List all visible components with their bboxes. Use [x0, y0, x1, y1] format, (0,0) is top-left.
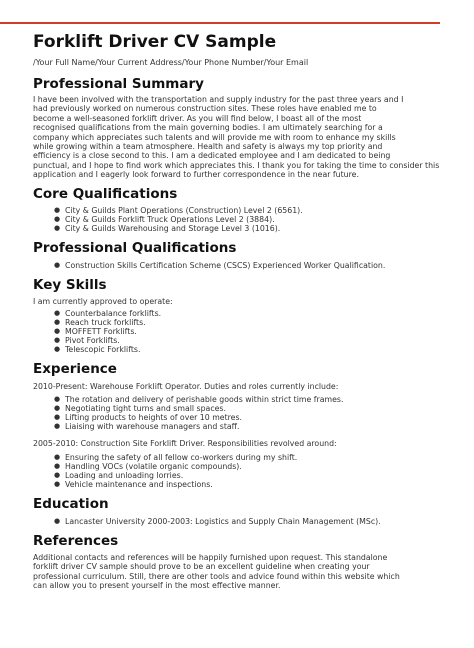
bullet-icon: ● — [54, 479, 61, 488]
list-item-text: Lifting products to heights of over 10 metres. — [65, 413, 243, 423]
header-rule — [0, 22, 440, 24]
bullet-icon: ● — [54, 336, 61, 345]
list-item — [33, 318, 443, 327]
list-item-text: City & Guilds Warehousing and Storage Level 3 (1016). — [65, 223, 281, 233]
list-item — [33, 206, 443, 215]
bullet-icon: ● — [54, 395, 61, 404]
references-line: forklift driver CV sample should prove to be an excellent guideline when creating your — [33, 562, 370, 572]
list-item-text: Negotiating tight turns and small spaces. — [65, 404, 226, 414]
list-item-text: Pivot Forklifts. — [65, 336, 120, 346]
job-title: 2010-Present: Warehouse Forklift Operator. Duties and roles currently include: — [33, 382, 339, 392]
core-list — [33, 206, 443, 233]
skills-intro: I am currently approved to operate: — [33, 296, 173, 306]
references-line: professional curriculum. Still, there are other tools and advice found within this website which — [33, 571, 400, 581]
bullet-icon: ● — [54, 205, 61, 214]
summary-line: had previously worked on numerous construction sites. These roles have enabled me to — [33, 104, 377, 114]
summary-line: company which appreciates such talents and will provide me with room to enhance my skills — [33, 132, 396, 142]
list-item — [33, 395, 443, 404]
list-item — [33, 413, 443, 422]
bullet-icon: ● — [54, 461, 61, 470]
list-item-text: City & Guilds Plant Operations (Construction) Level 2 (6561). — [65, 205, 303, 215]
cv-content — [33, 32, 443, 591]
summary-heading: Professional Summary — [33, 76, 204, 92]
list-item-text: Ensuring the safety of all fellow co-workers during my shift. — [65, 452, 298, 462]
summary-line: while growing within a team atmosphere. Health and safety is always my top priority and — [33, 142, 383, 152]
references-line: can allow you to present yourself in the most effective manner. — [33, 581, 281, 591]
list-item-text: Counterbalance forklifts. — [65, 309, 162, 319]
list-item — [33, 215, 443, 224]
summary-line: efficiency is a close second to this. I am a dedicated employee and I am dedicated to being — [33, 151, 391, 161]
summary-line: become a well-seasoned forklift driver. As you will find below, I boast all of the most — [33, 113, 362, 123]
list-item — [33, 480, 443, 489]
experience-heading: Experience — [33, 361, 117, 378]
bullet-icon: ● — [54, 452, 61, 461]
bullet-icon: ● — [54, 223, 61, 232]
education-list — [33, 517, 443, 526]
list-item — [33, 309, 443, 318]
summary-body — [33, 95, 443, 180]
bullet-icon: ● — [54, 214, 61, 223]
list-item-text: City & Guilds Forklift Truck Operations Level 2 (3884). — [65, 214, 275, 224]
list-item-text: Vehicle maintenance and inspections. — [65, 479, 213, 489]
list-item — [33, 327, 443, 336]
bullet-icon: ● — [54, 516, 61, 525]
contact-line: /Your Full Name/Your Current Address/Your Phone Number/Your Email — [33, 58, 309, 67]
list-item — [33, 471, 443, 480]
list-item-text: Lancaster University 2000-2003: Logistics and Supply Chain Management (MSc). — [65, 516, 381, 526]
list-item — [33, 336, 443, 345]
list-item — [33, 517, 443, 526]
list-item — [33, 453, 443, 462]
list-item-text: Telescopic Forklifts. — [65, 345, 141, 355]
skills-heading: Key Skills — [33, 276, 107, 293]
bullet-icon: ● — [54, 260, 61, 269]
bullet-icon: ● — [54, 413, 61, 422]
bullet-icon: ● — [54, 470, 61, 479]
list-item — [33, 404, 443, 413]
summary-line: I have been involved with the transportation and supply industry for the past three years and I — [33, 95, 404, 104]
references-body — [33, 553, 443, 591]
professional-list — [33, 261, 443, 270]
list-item-text: Handling VOCs (volatile organic compounds). — [65, 461, 242, 471]
summary-line: application and I eagerly look forward to further correspondence in the near future. — [33, 170, 359, 180]
bullet-icon: ● — [54, 345, 61, 354]
bullet-icon: ● — [54, 318, 61, 327]
list-item-text: Liaising with warehouse managers and staff. — [65, 422, 240, 432]
list-item — [33, 462, 443, 471]
job-title: 2005-2010: Construction Site Forklift Driver. Responsibilities revolved around: — [33, 439, 337, 449]
list-item-text: MOFFETT Forklifts. — [65, 327, 137, 337]
bullet-icon: ● — [54, 309, 61, 318]
bullet-icon: ● — [54, 404, 61, 413]
education-heading: Education — [33, 495, 109, 512]
bullet-icon: ● — [54, 327, 61, 336]
summary-line: recognised qualifications from the main governing bodies. I am ultimately searching for a — [33, 123, 383, 133]
list-item-text: The rotation and delivery of perishable goods within strict time frames. — [65, 395, 344, 405]
list-item — [33, 224, 443, 233]
list-item — [33, 345, 443, 354]
references-heading: References — [33, 532, 119, 549]
job1-list — [33, 395, 443, 431]
list-item-text: Reach truck forklifts. — [65, 318, 146, 328]
list-item-text: Loading and unloading lorries. — [65, 470, 184, 480]
core-heading: Core Qualifications — [33, 185, 178, 202]
summary-line: punctual, and I hope to find work which appreciates this. I thank you for taking the time to consider this — [33, 160, 440, 170]
cv-title: Forklift Driver CV Sample — [33, 32, 277, 52]
list-item — [33, 422, 443, 431]
professional-heading: Professional Qualifications — [33, 239, 237, 256]
list-item-text: Construction Skills Certification Scheme (CSCS) Experienced Worker Qualification. — [65, 260, 386, 270]
skills-list — [33, 309, 443, 354]
references-line: Additional contacts and references will be happily furnished upon request. This standalone — [33, 552, 388, 562]
list-item — [33, 261, 443, 270]
job2-list — [33, 453, 443, 489]
bullet-icon: ● — [54, 422, 61, 431]
